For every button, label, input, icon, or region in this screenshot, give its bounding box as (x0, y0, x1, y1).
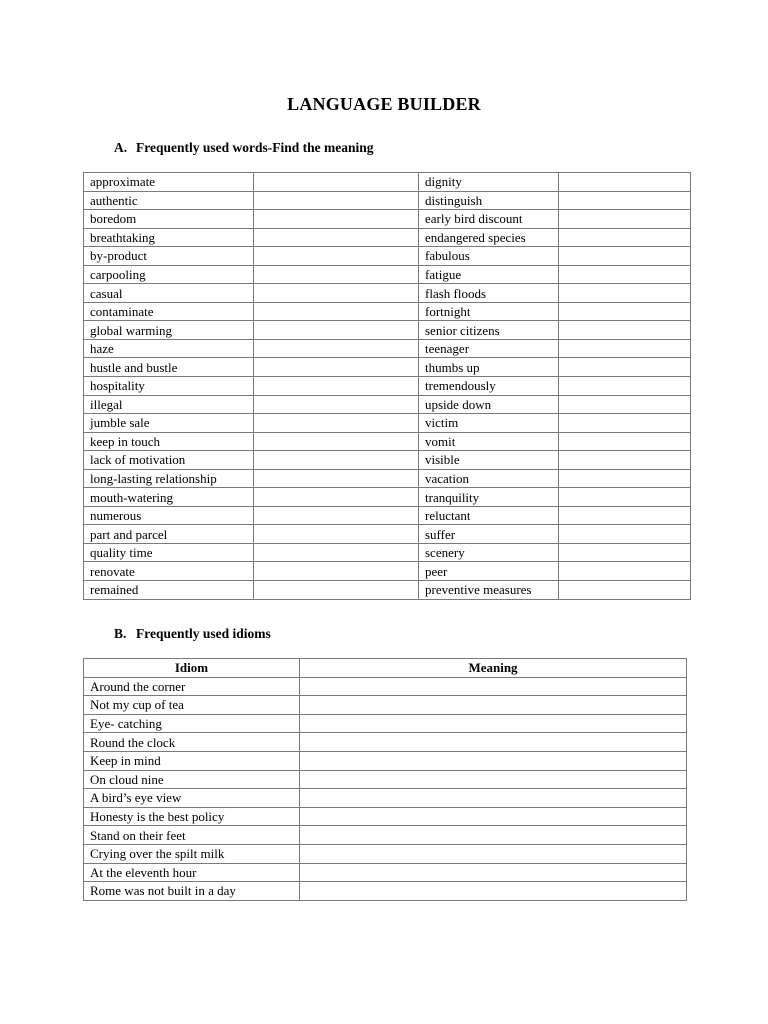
meaning-column-header: Meaning (300, 659, 687, 678)
meaning-blank-cell[interactable] (300, 770, 687, 789)
meaning-blank-cell[interactable] (254, 451, 419, 470)
meaning-blank-cell[interactable] (254, 395, 419, 414)
meaning-blank-cell[interactable] (254, 191, 419, 210)
meaning-blank-cell[interactable] (559, 358, 691, 377)
table-row (84, 525, 691, 544)
word-cell: fatigue (419, 265, 559, 284)
word-cell: global warming (84, 321, 254, 340)
table-row (84, 844, 687, 863)
table-row (84, 770, 687, 789)
idiom-cell: Honesty is the best policy (84, 807, 300, 826)
word-cell: reluctant (419, 506, 559, 525)
table-row (84, 451, 691, 470)
meaning-blank-cell[interactable] (559, 191, 691, 210)
meaning-blank-cell[interactable] (254, 525, 419, 544)
table-row (84, 733, 687, 752)
meaning-blank-cell[interactable] (254, 302, 419, 321)
word-cell: haze (84, 339, 254, 358)
meaning-blank-cell[interactable] (300, 751, 687, 770)
idiom-cell: Not my cup of tea (84, 696, 300, 715)
meaning-blank-cell[interactable] (559, 173, 691, 192)
meaning-blank-cell[interactable] (300, 789, 687, 808)
meaning-blank-cell[interactable] (254, 488, 419, 507)
meaning-blank-cell[interactable] (254, 414, 419, 433)
word-cell: early bird discount (419, 210, 559, 229)
table-row (84, 210, 691, 229)
meaning-blank-cell[interactable] (559, 228, 691, 247)
table-row (84, 882, 687, 901)
word-cell: preventive measures (419, 581, 559, 600)
word-cell: lack of motivation (84, 451, 254, 470)
table-row (84, 807, 687, 826)
table-row (84, 696, 687, 715)
word-cell: by-product (84, 247, 254, 266)
word-cell: authentic (84, 191, 254, 210)
idiom-cell: A bird’s eye view (84, 789, 300, 808)
table-row (84, 863, 687, 882)
word-cell: suffer (419, 525, 559, 544)
meaning-blank-cell[interactable] (300, 863, 687, 882)
idiom-cell: Stand on their feet (84, 826, 300, 845)
word-cell: upside down (419, 395, 559, 414)
word-cell: contaminate (84, 302, 254, 321)
meaning-blank-cell[interactable] (254, 210, 419, 229)
table-row (84, 543, 691, 562)
section-b-heading (114, 626, 271, 642)
meaning-blank-cell[interactable] (254, 339, 419, 358)
word-cell: victim (419, 414, 559, 433)
table-row (84, 302, 691, 321)
meaning-blank-cell[interactable] (300, 844, 687, 863)
table-row (84, 284, 691, 303)
table-row (84, 173, 691, 192)
table-row (84, 488, 691, 507)
word-cell: fortnight (419, 302, 559, 321)
table-row (84, 395, 691, 414)
table-row (84, 247, 691, 266)
word-cell: numerous (84, 506, 254, 525)
table-row (84, 581, 691, 600)
table-row (84, 339, 691, 358)
meaning-blank-cell[interactable] (254, 284, 419, 303)
meaning-blank-cell[interactable] (300, 882, 687, 901)
word-cell: tranquility (419, 488, 559, 507)
table-row (84, 432, 691, 451)
table-row (84, 714, 687, 733)
meaning-blank-cell[interactable] (300, 733, 687, 752)
meaning-blank-cell[interactable] (559, 247, 691, 266)
meaning-blank-cell[interactable] (559, 414, 691, 433)
word-cell: boredom (84, 210, 254, 229)
meaning-blank-cell[interactable] (300, 826, 687, 845)
word-cell: remained (84, 581, 254, 600)
meaning-blank-cell[interactable] (254, 581, 419, 600)
idiom-cell: At the eleventh hour (84, 863, 300, 882)
table-row (84, 191, 691, 210)
section-a-letter: A. (114, 140, 128, 155)
word-cell: quality time (84, 543, 254, 562)
word-cell: casual (84, 284, 254, 303)
idiom-cell: On cloud nine (84, 770, 300, 789)
word-cell: visible (419, 451, 559, 470)
meaning-blank-cell[interactable] (254, 247, 419, 266)
idiom-cell: Rome was not built in a day (84, 882, 300, 901)
idioms-table (83, 658, 687, 901)
meaning-blank-cell[interactable] (559, 339, 691, 358)
section-b-title: Frequently used idioms (136, 626, 271, 641)
meaning-blank-cell[interactable] (254, 562, 419, 581)
words-table (83, 172, 691, 600)
table-row (84, 377, 691, 396)
meaning-blank-cell[interactable] (300, 696, 687, 715)
section-a-title: Frequently used words-Find the meaning (136, 140, 374, 155)
page-title: LANGUAGE BUILDER (287, 94, 481, 114)
table-row (84, 506, 691, 525)
meaning-blank-cell[interactable] (559, 210, 691, 229)
word-cell: hustle and bustle (84, 358, 254, 377)
meaning-blank-cell[interactable] (254, 173, 419, 192)
table-row (84, 826, 687, 845)
idiom-cell: Crying over the spilt milk (84, 844, 300, 863)
idioms-header-row (84, 659, 687, 678)
meaning-blank-cell[interactable] (559, 395, 691, 414)
table-row (84, 265, 691, 284)
word-cell: fabulous (419, 247, 559, 266)
idiom-cell: Eye- catching (84, 714, 300, 733)
meaning-blank-cell[interactable] (254, 506, 419, 525)
word-cell: thumbs up (419, 358, 559, 377)
meaning-blank-cell[interactable] (559, 451, 691, 470)
table-row (84, 562, 691, 581)
table-row (84, 358, 691, 377)
word-cell: tremendously (419, 377, 559, 396)
word-cell: mouth-watering (84, 488, 254, 507)
meaning-blank-cell[interactable] (254, 358, 419, 377)
word-cell: endangered species (419, 228, 559, 247)
meaning-blank-cell[interactable] (559, 265, 691, 284)
word-cell: breathtaking (84, 228, 254, 247)
meaning-blank-cell[interactable] (300, 677, 687, 696)
meaning-blank-cell[interactable] (559, 284, 691, 303)
word-cell: peer (419, 562, 559, 581)
meaning-blank-cell[interactable] (254, 469, 419, 488)
meaning-blank-cell[interactable] (559, 377, 691, 396)
table-row (84, 677, 687, 696)
meaning-blank-cell[interactable] (254, 432, 419, 451)
section-a-heading (114, 140, 374, 156)
idiom-column-header: Idiom (84, 659, 300, 678)
table-row (84, 321, 691, 340)
table-row (84, 469, 691, 488)
section-b-letter: B. (114, 626, 127, 641)
meaning-blank-cell[interactable] (300, 714, 687, 733)
word-cell: illegal (84, 395, 254, 414)
table-row (84, 228, 691, 247)
word-cell: jumble sale (84, 414, 254, 433)
meaning-blank-cell[interactable] (559, 506, 691, 525)
meaning-blank-cell[interactable] (254, 228, 419, 247)
meaning-blank-cell[interactable] (300, 807, 687, 826)
meaning-blank-cell[interactable] (559, 432, 691, 451)
word-cell: part and parcel (84, 525, 254, 544)
word-cell: scenery (419, 543, 559, 562)
word-cell: carpooling (84, 265, 254, 284)
word-cell: dignity (419, 173, 559, 192)
word-cell: vomit (419, 432, 559, 451)
meaning-blank-cell[interactable] (559, 469, 691, 488)
word-cell: approximate (84, 173, 254, 192)
idiom-cell: Keep in mind (84, 751, 300, 770)
meaning-blank-cell[interactable] (559, 321, 691, 340)
meaning-blank-cell[interactable] (559, 302, 691, 321)
meaning-blank-cell[interactable] (254, 377, 419, 396)
word-cell: vacation (419, 469, 559, 488)
word-cell: flash floods (419, 284, 559, 303)
idiom-cell: Around the corner (84, 677, 300, 696)
meaning-blank-cell[interactable] (559, 488, 691, 507)
table-row (84, 789, 687, 808)
meaning-blank-cell[interactable] (559, 525, 691, 544)
word-cell: long-lasting relationship (84, 469, 254, 488)
word-cell: senior citizens (419, 321, 559, 340)
word-cell: hospitality (84, 377, 254, 396)
word-cell: renovate (84, 562, 254, 581)
meaning-blank-cell[interactable] (559, 562, 691, 581)
word-cell: teenager (419, 339, 559, 358)
meaning-blank-cell[interactable] (254, 543, 419, 562)
meaning-blank-cell[interactable] (559, 543, 691, 562)
idiom-cell: Round the clock (84, 733, 300, 752)
word-cell: distinguish (419, 191, 559, 210)
table-row (84, 751, 687, 770)
table-row (84, 414, 691, 433)
word-cell: keep in touch (84, 432, 254, 451)
meaning-blank-cell[interactable] (559, 581, 691, 600)
meaning-blank-cell[interactable] (254, 321, 419, 340)
meaning-blank-cell[interactable] (254, 265, 419, 284)
